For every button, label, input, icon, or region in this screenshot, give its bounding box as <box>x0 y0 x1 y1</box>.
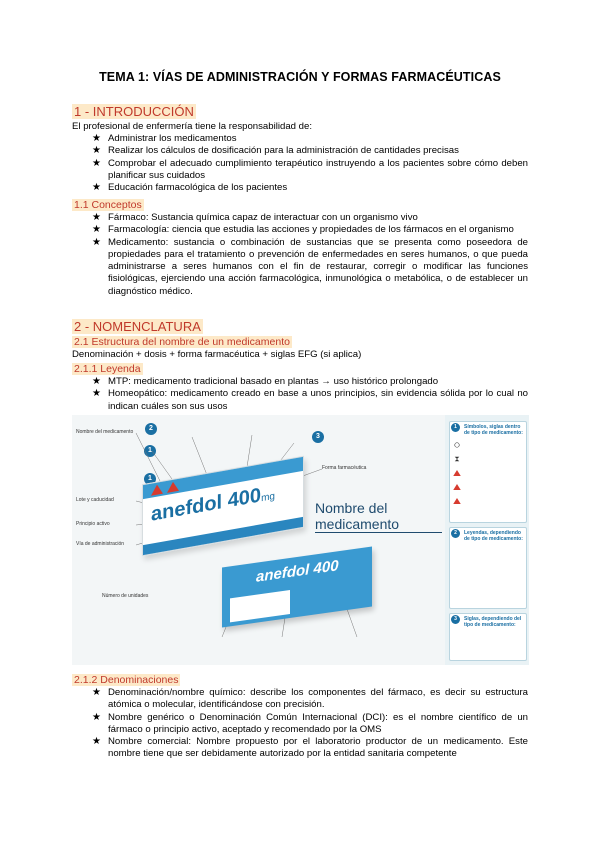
list-item: ★ Medicamento: sustancia o combinación de sustancias que se presenta como poseedora de propiedades para el tratamiento o prevención de enfermedades en seres humanos, o que pueda administrarse a seres humanos con el fin de restaurar, corregir o modificar las funciones fisiológicas, ejerciendo una acción farmacológica, inmunológica o metabólica, o de establecer un diagnóstico médico. <box>92 236 528 297</box>
circle-symbol-icon <box>453 442 461 448</box>
star-bullet-icon: ★ <box>92 182 101 194</box>
heading-estructura-nombre: 2.1 Estructura del nombre de un medicamento <box>74 336 290 348</box>
callout-unidades: Número de unidades <box>102 593 149 599</box>
callout-nombre: Nombre del medicamento <box>76 429 134 435</box>
list-item: ★ Fármaco: Sustancia química capaz de interactuar con un organismo vivo <box>92 212 418 223</box>
callout-principio: Principio activo <box>76 521 110 527</box>
page-title: TEMA 1: VÍAS DE ADMINISTRACIÓN Y FORMAS FARMACÉUTICAS <box>99 70 501 84</box>
star-bullet-icon: ★ <box>92 236 101 248</box>
list-item: ★ Educación farmacológica de los pacientes <box>92 182 288 194</box>
star-bullet-icon: ★ <box>92 145 101 157</box>
heading-denominaciones: 2.1.2 Denominaciones <box>74 674 179 686</box>
list-item: ★ MTP: medicamento tradicional basado en plantas → uso histórico prolongado <box>92 376 439 387</box>
callout-via: Vía de administración <box>76 541 125 547</box>
callout-number-1: 1 <box>144 445 156 457</box>
side-block-leyendas: 2 Leyendas, dependiendo de tipo de medicamento: <box>449 527 527 609</box>
warning-triangle-icon <box>453 498 461 504</box>
heading-nomenclatura: 2 - NOMENCLATURA <box>74 319 201 334</box>
star-bullet-icon: ★ <box>92 212 101 223</box>
star-bullet-icon: ★ <box>92 157 101 169</box>
figure-side-panel <box>445 415 529 665</box>
formula-paragraph: Denominación + dosis + forma farmacéutica + siglas EFG (si aplica) <box>72 349 362 360</box>
intro-bullet-list <box>92 133 528 194</box>
star-bullet-icon: ★ <box>92 687 101 698</box>
star-bullet-icon: ★ <box>92 133 101 144</box>
heading-leyenda: 2.1.1 Leyenda <box>74 363 141 375</box>
list-item: ★ Nombre genérico o Denominación Común Internacional (DCI): es el nombre científico de un fármaco o principio activo, aceptado y recomendado por la OMS <box>92 711 528 735</box>
star-bullet-icon: ★ <box>92 388 101 400</box>
list-item: ★ Farmacología: ciencia que estudia las acciones y propiedades de los fármacos en el organismo <box>92 224 514 236</box>
hourglass-symbol-icon <box>453 456 461 462</box>
denominaciones-bullet-list <box>92 687 528 761</box>
box-back-brand: anefdol 400 <box>256 557 339 586</box>
list-item: ★ Administrar los medicamentos <box>92 133 237 144</box>
list-item: ★ Nombre comercial: Nombre propuesto por el laboratorio productor de un medicamento. Este nombre tiene que ser debidamente autorizado por la entidad sanitaria competente <box>92 736 528 760</box>
side-number-1: 1 <box>451 423 460 432</box>
side-block-simbolos: 1 Símbolos, siglas dentro de tipo de medicamento: <box>449 421 527 523</box>
figure-name-label: Nombre del medicamento <box>315 500 442 533</box>
callout-number-3: 3 <box>312 431 324 443</box>
list-item: ★ Denominación/nombre químico: describe los componentes del fármaco, es decir su estructura atómica o molecular, identificándose con precisión. <box>92 687 528 711</box>
conceptos-bullet-list <box>92 212 528 298</box>
side-block-siglas: 3 Siglas, dependiendo del tipo de medicamento: <box>449 613 527 661</box>
leyenda-bullet-list <box>92 376 528 413</box>
list-item: ★ Homeopático: medicamento creado en base a unos principios, sin evidencia sólida por lo cual no indican cuáles son sus usos <box>92 388 528 412</box>
list-item: ★ Comprobar el adecuado cumplimiento terapéutico instruyendo a los pacientes sobre cómo deben planificar sus cuidados <box>92 157 528 181</box>
heading-conceptos: 1.1 Conceptos <box>74 199 142 211</box>
star-bullet-icon: ★ <box>92 224 101 236</box>
box-brand-name: anefdol 400mg <box>151 484 275 526</box>
list-item: ★ Realizar los cálculos de dosificación para la administración de cantidades precisas <box>92 145 459 157</box>
warning-triangle-icon <box>453 484 461 490</box>
callout-number-1b: 1 <box>144 473 156 485</box>
intro-paragraph: El profesional de enfermería tiene la responsabilidad de: <box>72 121 312 132</box>
callout-forma: Forma farmacéutica <box>322 465 367 471</box>
star-bullet-icon: ★ <box>92 736 101 748</box>
callout-number-2: 2 <box>145 423 157 435</box>
heading-introduccion: 1 - INTRODUCCIÓN <box>74 104 194 119</box>
star-bullet-icon: ★ <box>92 376 101 387</box>
side-number-3: 3 <box>451 615 460 624</box>
star-bullet-icon: ★ <box>92 711 101 723</box>
side-number-2: 2 <box>451 529 460 538</box>
figure-bottom-callouts <box>72 415 442 665</box>
callout-lote: Lote y caducidad <box>76 497 114 503</box>
medicine-package-figure <box>72 415 529 665</box>
warning-triangle-icon <box>453 470 461 476</box>
